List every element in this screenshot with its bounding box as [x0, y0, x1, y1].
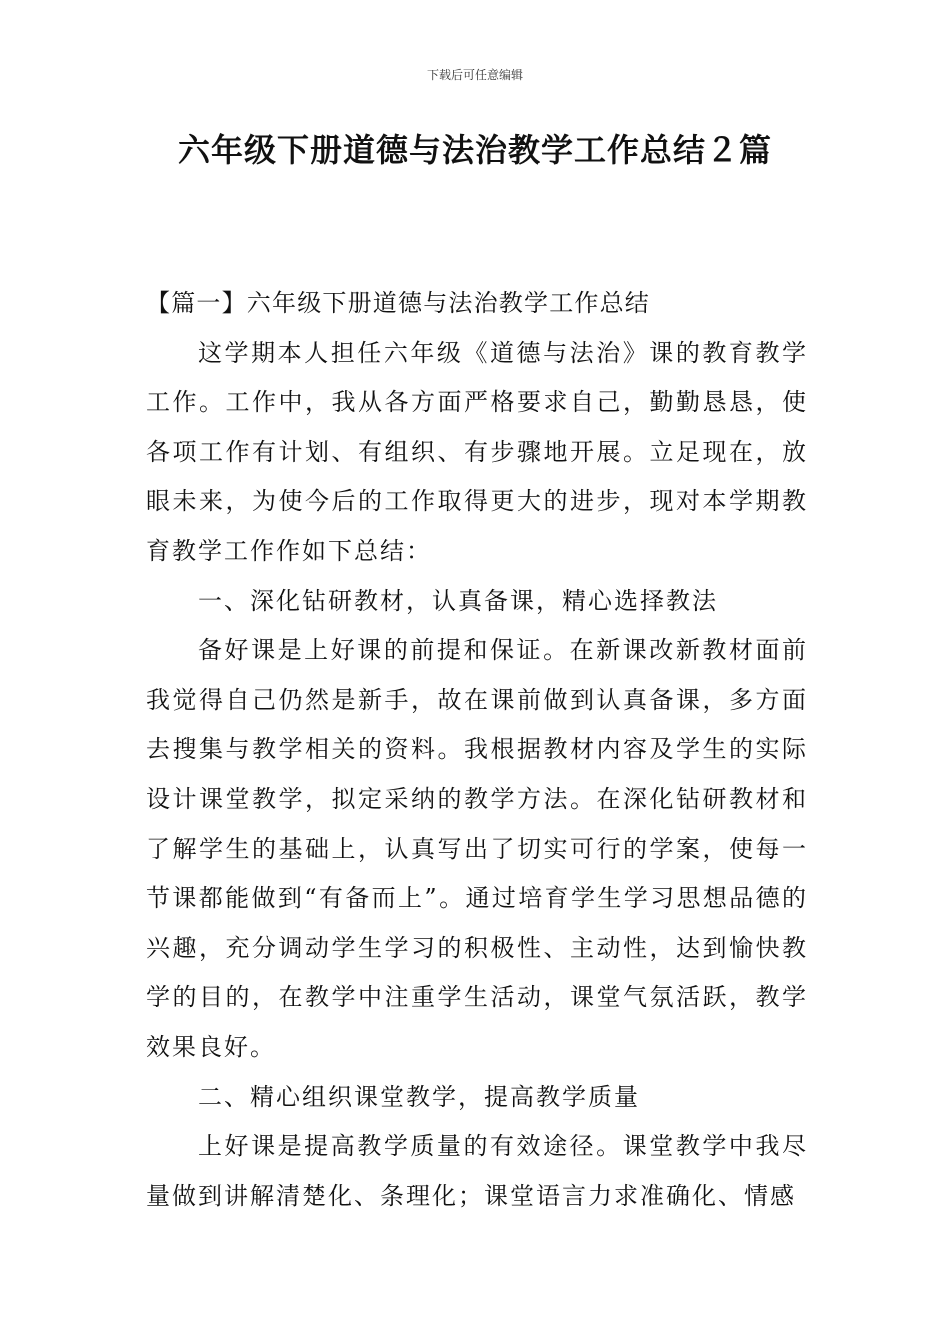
document-title: 六年级下册道德与法治教学工作总结２篇: [177, 131, 772, 169]
paragraph-two: 上好课是提高教学质量的有效途径。课堂教学中我尽量做到讲解清楚化、条理化；课堂语言力求准确化、情感: [146, 1132, 808, 1210]
subheading-two: 二、精心组织课堂教学，提高教学质量: [198, 1082, 640, 1111]
document-body: [146, 279, 808, 1221]
subheading-one: 一、深化钻研教材，认真备课，精心选择教法: [198, 586, 718, 615]
section-heading: 【篇一】六年级下册道德与法治教学工作总结: [146, 289, 650, 317]
paragraph-intro: 这学期本人担任六年级《道德与法治》课的教育教学工作。工作中，我从各方面严格要求自己，勤勤恳恳，使各项工作有计划、有组织、有步骤地开展。立足现在，放眼未来，为使今后的工作取得更大的进步，现对本学期教育教学工作作如下总结：: [146, 338, 808, 565]
paragraph-one: 备好课是上好课的前提和保证。在新课改新教材面前我觉得自己仍然是新手，故在课前做到认真备课，多方面去搜集与教学相关的资料。我根据教材内容及学生的实际设计课堂教学，拟定采纳的教学方法。在深化钻研教材和了解学生的基础上，认真写出了切实可行的学案，使每一节课都能做到“有备而上”。通过培育学生学习思想品德的兴趣，充分调动学生学习的积极性、主动性，达到愉快教学的目的，在教学中注重学生活动，课堂气氛活跃，教学效果良好。: [146, 636, 808, 1061]
header-note: 下载后可任意编辑: [426, 68, 523, 82]
